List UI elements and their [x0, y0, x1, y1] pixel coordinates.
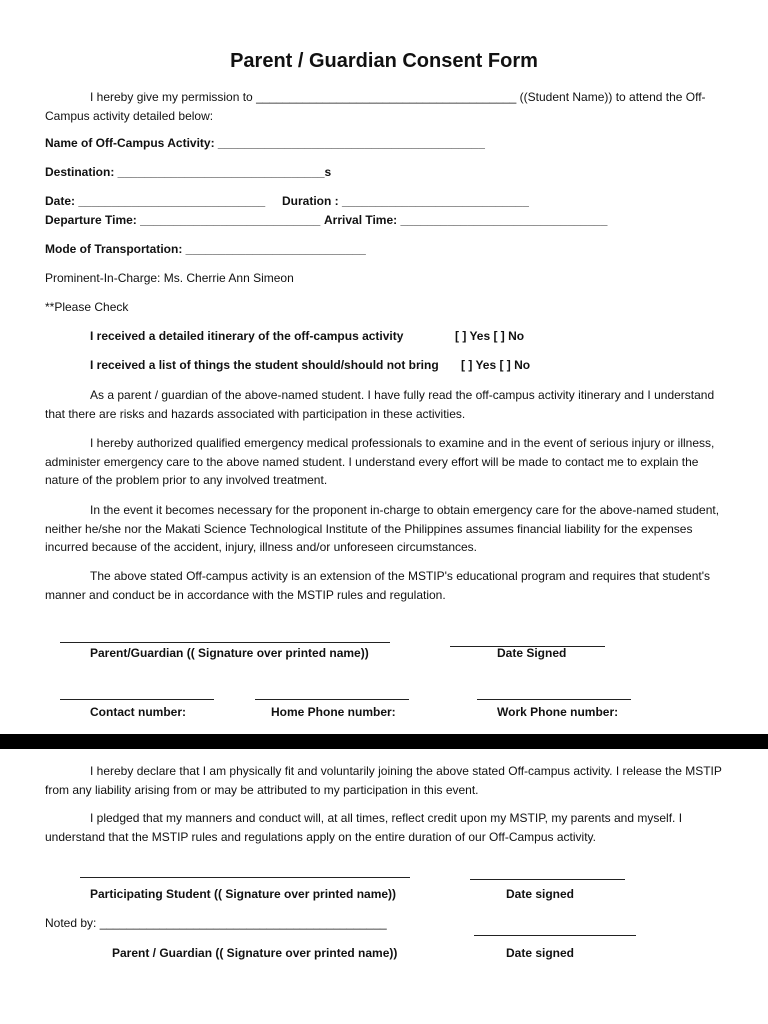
date-signed-label: Date Signed: [497, 646, 567, 660]
date-signed-label: Date signed: [506, 887, 575, 901]
duration-field: Duration : ____________________________: [282, 194, 529, 208]
paragraph-risks: As a parent / guardian of the above-named student. I have fully read the off-campus activity itinerary and I understand that there are risks and hazards associated with participation in these activities.: [45, 388, 715, 421]
transport-field: Mode of Transportation: ___________________________: [45, 242, 366, 256]
contact-number-label: Contact number:: [90, 705, 186, 719]
noted-by-field: Noted by: ___________________________________________: [45, 916, 387, 930]
date-line: [470, 879, 625, 880]
activity-field: Name of Off-Campus Activity: ________________________________________: [45, 136, 485, 150]
contact-line: [60, 699, 214, 700]
check-item-label: I received a detailed itinerary of the off-campus activity: [90, 329, 404, 343]
signature-line: [60, 642, 390, 643]
destination-field: Destination: _______________________________s: [45, 165, 332, 179]
guardian-signature-label: Parent / Guardian (( Signature over printed name)): [112, 946, 398, 960]
parent-signature-label: Parent/Guardian (( Signature over printed name)): [90, 646, 369, 660]
check-item-label: I received a list of things the student should/should not bring: [90, 358, 439, 372]
home-phone-label: Home Phone number:: [271, 705, 396, 719]
intro-text: I hereby give my permission to _______________________________________ ((Student Name)) to attend the Off-Campus activity detailed below:: [45, 90, 706, 123]
section-divider: [0, 734, 768, 749]
declaration-conduct: I pledged that my manners and conduct will, at all times, reflect credit upon my MSTIP, my parents and myself. I understand that the MSTIP rules and regulations apply on the entire duration of our Off-Campus activity.: [45, 811, 683, 844]
student-signature-label: Participating Student (( Signature over printed name)): [90, 887, 397, 901]
prominent-in-charge: Prominent-In-Charge: Ms. Cherrie Ann Simeon: [45, 271, 294, 285]
paragraph-medical: I hereby authorized qualified emergency medical professionals to examine and in the event of serious injury or illness, administer emergency care to the above named student. I understand every effort will be made to contact me to explain the nature of the problem prior to any involved treatment.: [45, 436, 715, 488]
declaration-fitness: I hereby declare that I am physically fit and voluntarily joining the above stated Off-campus activity. I release the MSTIP from any liability arising from or may be attributed to my participation in this event.: [45, 764, 722, 797]
please-check-note: **Please Check: [45, 300, 129, 314]
paragraph-conduct: The above stated Off-campus activity is an extension of the MSTIP's educational program and requires that student's manner and conduct be in accordance with the MSTIP rules and regulation.: [45, 569, 711, 602]
home-phone-line: [255, 699, 409, 700]
date-signed-label: Date signed: [506, 946, 575, 960]
date-field: Date: ____________________________: [45, 194, 266, 208]
work-phone-label: Work Phone number:: [497, 705, 619, 719]
work-phone-line: [477, 699, 631, 700]
arrival-field: Arrival Time: _______________________________: [324, 213, 608, 227]
date-line: [474, 935, 636, 936]
check-item-options[interactable]: [ ] Yes [ ] No: [455, 329, 525, 343]
departure-field: Departure Time: ___________________________: [45, 213, 321, 227]
form-title: Parent / Guardian Consent Form: [230, 50, 538, 72]
paragraph-liability: In the event it becomes necessary for the proponent in-charge to obtain emergency care for the above-named student, neither he/she nor the Makati Science Technological Institute of the Philippines assumes financial liability for the expenses incurred because of the accident, injury, illness and/or unforeseen circumstances.: [45, 503, 720, 555]
signature-line: [80, 877, 410, 878]
check-item-options[interactable]: [ ] Yes [ ] No: [461, 358, 531, 372]
